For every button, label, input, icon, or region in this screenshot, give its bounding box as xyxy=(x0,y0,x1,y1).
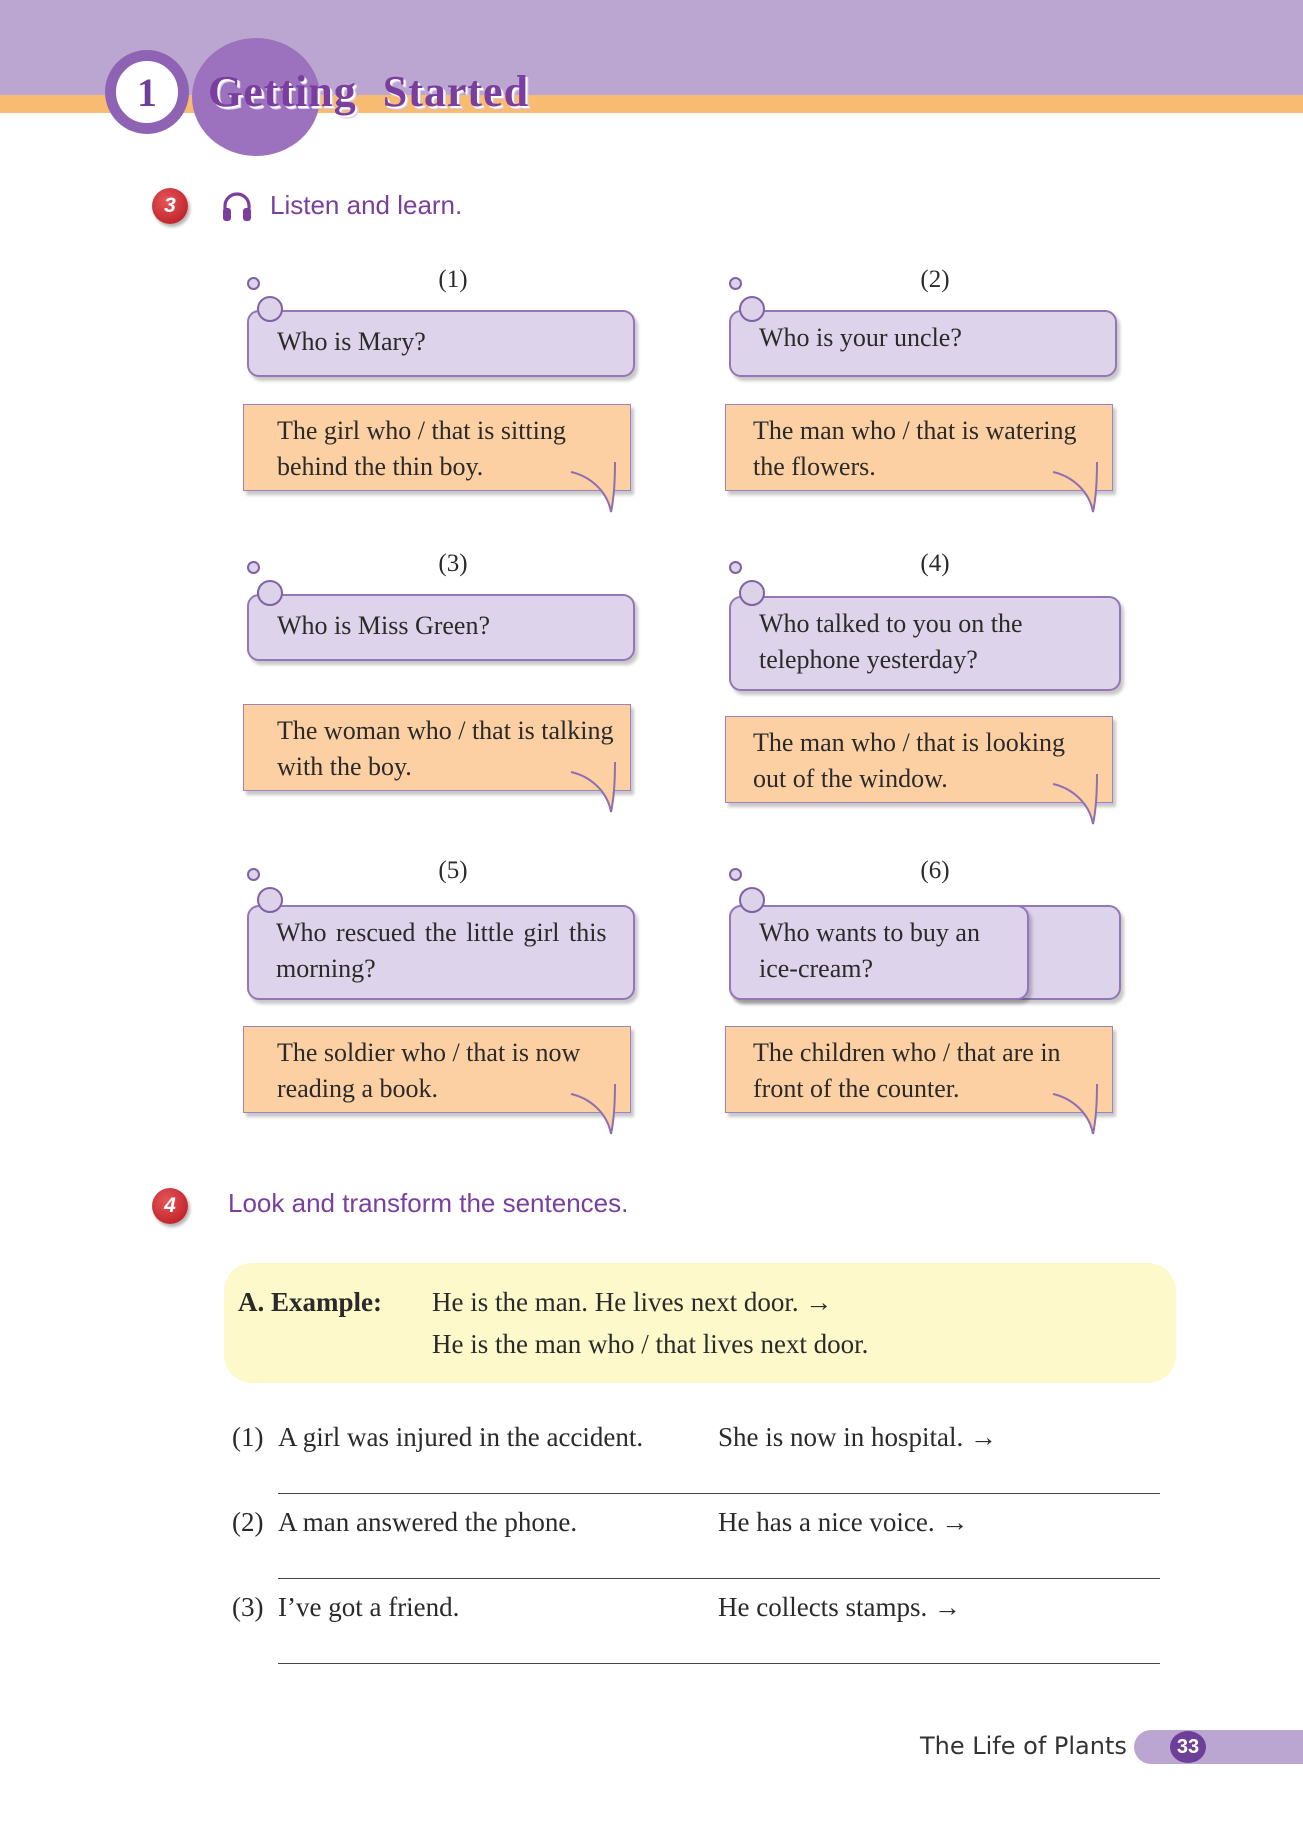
answer-bubble-tail xyxy=(1049,772,1101,826)
thought-dot-large xyxy=(257,887,283,913)
thought-dot-small xyxy=(729,277,742,290)
footer-band xyxy=(1134,1730,1303,1764)
section-4-marker xyxy=(152,1188,188,1224)
dialog-pair-2 xyxy=(725,266,1145,536)
answer-bubble-tail xyxy=(1049,460,1101,514)
question-text: Who is Mary? xyxy=(277,327,426,356)
answer-text: The soldier who / that is now reading a book. xyxy=(277,1038,581,1103)
thought-dot-small xyxy=(729,868,742,881)
page-title: Getting Started xyxy=(208,67,530,116)
thought-dot-small xyxy=(247,868,260,881)
thought-dot-small xyxy=(729,561,742,574)
unit-number-badge xyxy=(105,50,189,134)
dialog-label: (3) xyxy=(438,550,468,577)
item-1-second: She is now in hospital. → xyxy=(718,1422,998,1452)
item-2-first: A man answered the phone. xyxy=(278,1507,578,1537)
dialog-label: (4) xyxy=(920,550,950,577)
answer-line-1[interactable] xyxy=(278,1493,1160,1494)
answer-bubble-tail xyxy=(1049,1082,1101,1136)
item-3-second: He collects stamps. → xyxy=(718,1592,961,1622)
question-bubble xyxy=(729,310,1117,377)
answer-line-2[interactable] xyxy=(278,1578,1160,1579)
page-number: 33 xyxy=(1176,1735,1200,1758)
answer-bubble-tail xyxy=(567,1082,619,1136)
example-label: A. Example: xyxy=(238,1287,382,1317)
section-3-instruction: Listen and learn. xyxy=(270,190,463,220)
thought-dot-large xyxy=(739,296,765,322)
answer-line-3[interactable] xyxy=(278,1663,1160,1664)
answer-text: The man who / that is looking out of the window. xyxy=(753,728,1065,793)
example-line-1: He is the man. He lives next door. → xyxy=(432,1287,833,1317)
page-number-badge xyxy=(1170,1731,1206,1763)
answer-text: The woman who / that is talking with the boy. xyxy=(277,716,614,781)
question-bubble xyxy=(247,310,635,377)
headphones-icon xyxy=(220,190,254,224)
dialog-label: (2) xyxy=(920,266,950,293)
item-1-first: A girl was injured in the accident. xyxy=(278,1422,644,1452)
thought-dot-small xyxy=(247,277,260,290)
item-2-label: (2) xyxy=(232,1507,264,1537)
dialog-pair-5 xyxy=(243,857,663,1127)
answer-bubble-tail xyxy=(567,760,619,814)
dialog-label: (1) xyxy=(438,266,468,293)
question-bubble xyxy=(247,594,635,661)
item-3-first: I’ve got a friend. xyxy=(278,1592,460,1622)
example-box xyxy=(224,1263,1176,1383)
dialog-label: (5) xyxy=(438,857,468,884)
dialog-pair-1 xyxy=(243,266,663,536)
question-bubble xyxy=(729,905,1029,1000)
question-text: Who rescued the little girl this morning? xyxy=(276,918,607,983)
section-3-number: 3 xyxy=(164,194,176,217)
dialog-pair-3 xyxy=(243,550,663,820)
item-2-second: He has a nice voice. → xyxy=(718,1507,969,1537)
dialog-pair-4 xyxy=(725,550,1145,820)
section-3-marker xyxy=(152,188,188,224)
dialog-label: (6) xyxy=(920,857,950,884)
item-3-label: (3) xyxy=(232,1592,264,1622)
answer-text: The girl who / that is sitting behind the thin boy. xyxy=(277,416,566,481)
question-text: Who is your uncle? xyxy=(759,323,962,352)
answer-text: The children who / that are in front of the counter. xyxy=(753,1038,1061,1103)
section-4-number: 4 xyxy=(164,1194,176,1217)
question-bubble xyxy=(247,905,635,1000)
item-1-label: (1) xyxy=(232,1422,264,1452)
question-text: Who talked to you on the telephone yesterday? xyxy=(759,609,1023,674)
footer-chapter-title: The Life of Plants xyxy=(920,1732,1127,1760)
question-text: Who is Miss Green? xyxy=(277,611,491,640)
answer-text: The man who / that is watering the flowers. xyxy=(753,416,1077,481)
thought-dot-large xyxy=(257,580,283,606)
thought-dot-large xyxy=(739,887,765,913)
answer-bubble-tail xyxy=(567,460,619,514)
section-4-instruction: Look and transform the sentences. xyxy=(228,1188,629,1218)
thought-dot-large xyxy=(257,296,283,322)
thought-dot-small xyxy=(247,561,260,574)
question-text: Who wants to buy an ice-cream? xyxy=(759,918,980,983)
question-bubble xyxy=(729,596,1121,691)
dialog-pair-6 xyxy=(725,857,1145,1127)
example-line-2: He is the man who / that lives next door. xyxy=(432,1329,869,1359)
thought-dot-large xyxy=(739,580,765,606)
unit-number: 1 xyxy=(137,69,157,115)
